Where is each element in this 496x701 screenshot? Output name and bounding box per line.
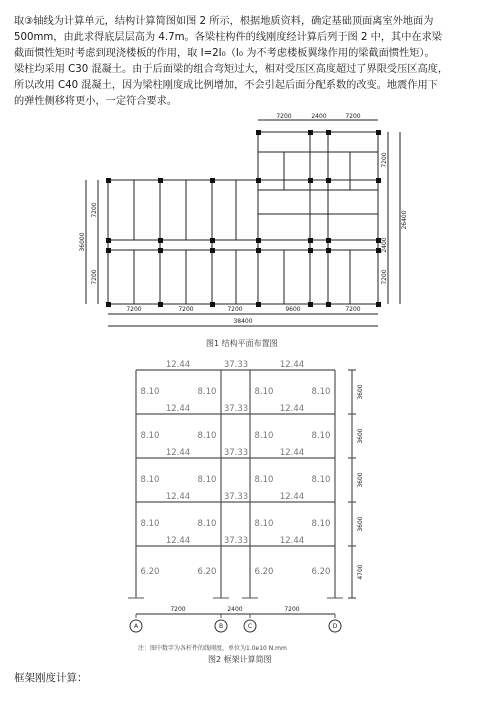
body-paragraph [14,14,480,110]
column-stiffness-label: 8.10 [311,387,331,397]
axis-label: A [133,623,139,630]
column-stiffness-label: 8.10 [140,475,160,485]
column-stiffness-label: 8.10 [197,431,217,441]
section-heading: 框架刚度计算： [14,672,88,684]
column-stiffness-label: 8.10 [140,519,160,529]
bottom-dim: 7200 [178,306,194,313]
total-width: 38400 [233,318,253,325]
beam-stiffness-label: 12.44 [279,536,305,546]
story-height: 4700 [357,564,364,580]
column-stiffness-label: 8.10 [197,475,217,485]
figure2-frame-diagram [0,358,496,643]
right-dim: 7200 [381,269,388,285]
beam-stiffness-label: 37.33 [223,448,249,458]
axis-label: D [332,623,338,630]
beam-stiffness-label: 12.44 [165,492,191,502]
story-height: 3600 [357,384,364,400]
right-dim: 7200 [381,152,388,168]
column-stiffness-label: 8.10 [254,519,274,529]
beam-stiffness-label: 12.44 [165,536,191,546]
paragraph-line: 截面惯性矩时考虑到现浇楼板的作用，取 I=2I₀（I₀ 为不考虑楼板翼缘作用的梁截面惯性矩）。 [14,48,435,59]
story-height: 3600 [357,428,364,444]
span-dim: 7200 [170,606,186,613]
span-dim: 2400 [227,606,243,613]
beam-stiffness-label: 12.44 [165,448,191,458]
figure1-floor-plan [0,110,496,355]
column-stiffness-label: 6.20 [140,567,160,577]
column-stiffness-label: 8.10 [197,387,217,397]
column-stiffness-label: 8.10 [254,387,274,397]
left-total: 36000 [79,232,86,252]
paragraph-line: 所以改用 C40 混凝土，因为梁柱刚度成比例增加，不会引起后面分配系数的改变。地震作用下 [14,80,438,91]
beam-stiffness-label: 12.44 [165,360,191,370]
story-height: 3600 [357,516,364,532]
bottom-dim: 9600 [285,306,301,313]
axis-label: C [247,623,253,630]
beam-stiffness-label: 37.33 [223,492,249,502]
axis-label: B [218,623,224,630]
paragraph-line: 的弹性侧移将更小，一定符合要求。 [14,96,177,107]
beam-stiffness-label: 37.33 [223,536,249,546]
paragraph-line: 500mm，由此求得底层层高为 4.7m。各梁柱构件的线刚度经计算后列于图 2 中，其中在求梁 [14,32,442,43]
right-total: 26400 [401,210,408,230]
column-stiffness-label: 8.10 [140,431,160,441]
figure1-caption: 图1 结构平面布置图 [206,339,278,348]
bottom-dim: 7200 [126,306,142,313]
figure2-caption: 图2 框架计算简图 [208,655,272,664]
column-stiffness-label: 8.10 [311,519,331,529]
beam-stiffness-label: 12.44 [279,492,305,502]
paragraph-line: 取③轴线为计算单元，结构计算简图如图 2 所示，根据地质资料，确定基础顶面离室外地面为 [14,16,434,27]
beam-stiffness-label: 12.44 [165,404,191,414]
figure2-note: 注：图中数字为各杆件的线刚度，单位为1.0e10 N.mm [138,645,287,652]
beam-stiffness-label: 37.33 [223,404,249,414]
column-stiffness-label: 8.10 [311,475,331,485]
column-stiffness-label: 8.10 [254,475,274,485]
bottom-dim: 7200 [227,306,243,313]
left-dim: 7200 [91,269,98,285]
paragraph-line: 梁柱均采用 C30 混凝土。由于后面梁的组合弯矩过大，相对受压区高度超过了界限受压区高度， [14,64,449,75]
column-stiffness-label: 8.10 [140,387,160,397]
beam-stiffness-label: 12.44 [279,448,305,458]
bottom-dim: 7200 [345,306,361,313]
left-dim: 7200 [91,202,98,218]
story-height: 3600 [357,472,364,488]
column-stiffness-label: 6.20 [254,567,274,577]
column-stiffness-label: 6.20 [311,567,331,577]
column-stiffness-label: 6.20 [197,567,217,577]
top-dim: 7200 [345,113,361,120]
column-stiffness-label: 8.10 [254,431,274,441]
span-dim: 7200 [284,606,300,613]
top-dim: 7200 [276,113,292,120]
column-stiffness-label: 8.10 [311,431,331,441]
right-dim: 2400 [381,237,388,253]
beam-stiffness-label: 12.44 [279,360,305,370]
beam-stiffness-label: 37.33 [223,360,249,370]
beam-stiffness-label: 12.44 [279,404,305,414]
top-dim: 2400 [311,113,327,120]
column-stiffness-label: 8.10 [197,519,217,529]
